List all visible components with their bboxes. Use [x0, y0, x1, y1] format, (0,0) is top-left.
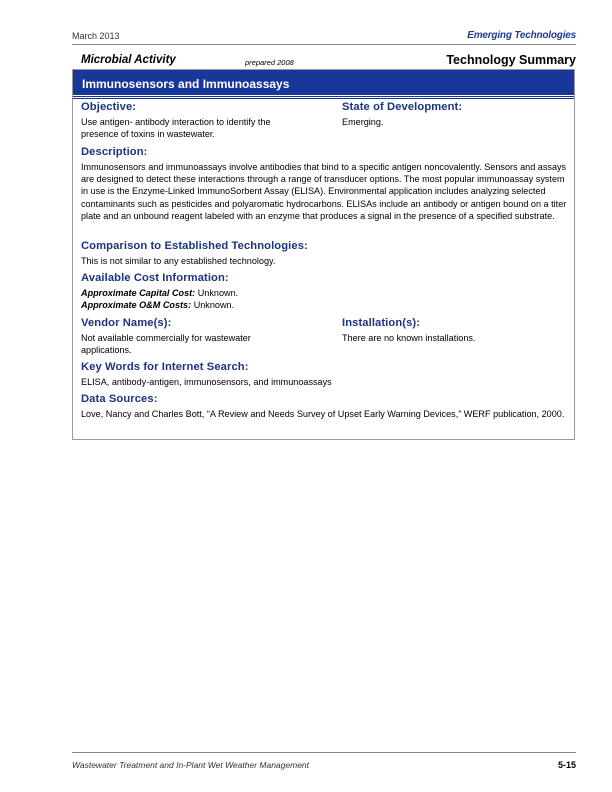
installation-text: There are no known installations. [342, 333, 476, 343]
description-text: Immunosensors and immunoassays involve antibodies that bind to a specific antigen noncovalently. Sensors and assays are designed to detect these interactions through a range of transducer options. The most popular immunoassay system in use is the Enzyme-Linked ImmunoSorbent Assay (ELISA). Environmental application includes analyzing selected contaminants such as pesticides and polyaromatic hydrocarbons. ELISAs include an antibody or antigen bound on a titer plate and an unbound reagent labeled with an enzyme that produces a signal in the presence of a specified substrate. [81, 162, 567, 221]
capital-cost-line [81, 287, 573, 299]
objective-heading: Objective: [81, 101, 137, 113]
state-heading: State of Development: [342, 101, 463, 113]
sources-heading: Data Sources: [81, 393, 158, 405]
page-number: 5-15 [557, 760, 576, 770]
om-cost-line [81, 299, 573, 311]
header-section-title: Emerging Technologies [467, 30, 576, 41]
objective-text: Use antigen- antibody interaction to identify the presence of toxins in wastewater. [81, 117, 271, 140]
state-text: Emerging. [342, 117, 384, 127]
keywords-heading: Key Words for Internet Search: [81, 361, 249, 373]
keywords-text: ELISA, antibody-antigen, immunosensors, and immunoassays [81, 377, 332, 387]
technology-title: Immunosensors and Immunoassays [82, 77, 290, 91]
footer-title: Wastewater Treatment and In-Plant Wet Weather Management [72, 760, 310, 770]
vendor-heading: Vendor Name(s): [81, 317, 172, 329]
category-label: Microbial Activity [81, 54, 176, 66]
header-date: March 2013 [72, 31, 120, 41]
comparison-text: This is not similar to any established technology. [81, 256, 276, 266]
sources-text: Love, Nancy and Charles Bott, “A Review and Needs Survey of Upset Early Warning Devices,” WERF publication, 2000. [81, 409, 565, 419]
capital-cost-value: Unknown. [197, 288, 239, 298]
cost-heading: Available Cost Information: [81, 272, 229, 284]
installation-heading: Installation(s): [342, 317, 421, 329]
comparison-heading: Comparison to Established Technologies: [81, 240, 308, 252]
header-divider [72, 44, 576, 45]
om-cost-label: Approximate O&M Costs: [81, 300, 192, 310]
summary-title: Technology Summary [446, 53, 576, 67]
vendor-text: Not available commercially for wastewater applications. [81, 333, 251, 356]
footer-divider [72, 752, 576, 753]
capital-cost-label: Approximate Capital Cost: [81, 288, 196, 298]
om-cost-value: Unknown. [193, 300, 235, 310]
technology-summary-box [72, 69, 575, 440]
title-band [73, 70, 574, 98]
description-heading: Description: [81, 146, 148, 158]
prepared-date: prepared 2008 [245, 58, 294, 67]
